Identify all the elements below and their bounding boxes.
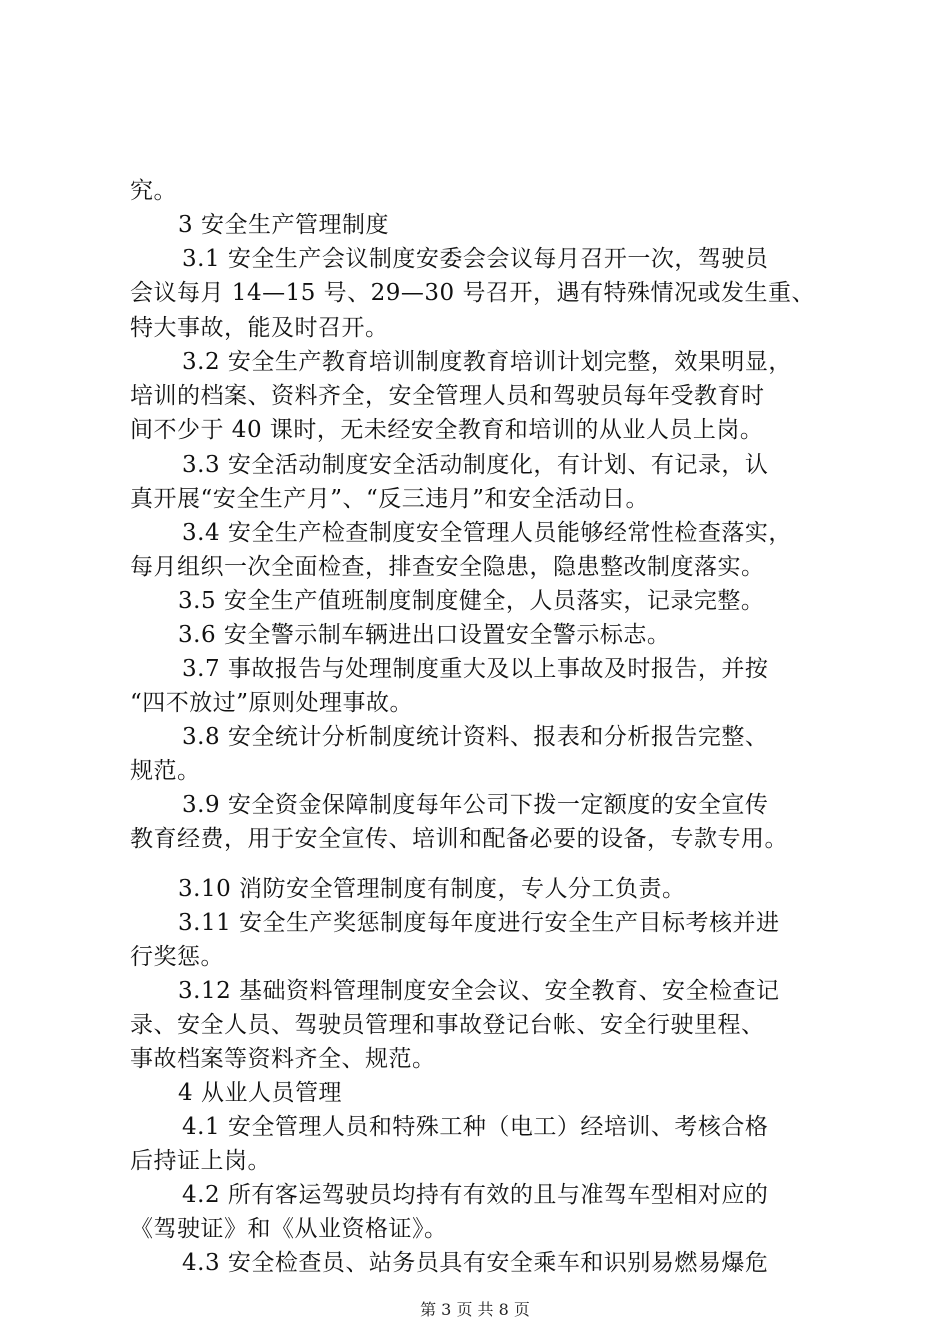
text-line: 3.11 安全生产奖惩制度每年度进行安全生产目标考核并进 [178,910,780,936]
text-line: 行奖惩。 [130,944,224,970]
text-line: 《驾驶证》和《从业资格证》。 [130,1216,448,1242]
text-line: 4.3 安全检查员、站务员具有安全乘车和识别易燃易爆危 [182,1250,769,1276]
text-line: 每月组织一次全面检查，排查安全隐患，隐患整改制度落实。 [130,554,765,580]
text-line: 4.2 所有客运驾驶员均持有有效的且与准驾车型相对应的 [182,1182,769,1208]
text-line: 特大事故，能及时召开。 [130,315,389,341]
text-line: 3.3 安全活动制度安全活动制度化，有计划、有记录，认 [182,452,769,478]
section-heading: 3 安全生产管理制度 [178,212,389,238]
text-line: 间不少于 40 课时，无未经安全教育和培训的从业人员上岗。 [130,417,764,443]
text-line: 3.4 安全生产检查制度安全管理人员能够经常性检查落实， [182,520,792,546]
text-line: 教育经费，用于安全宣传、培训和配备必要的设备，专款专用。 [130,826,788,852]
text-line: “四不放过”原则处理事故。 [130,690,414,716]
text-line: 3.2 安全生产教育培训制度教育培训计划完整，效果明显， [182,349,792,375]
text-line: 录、安全人员、驾驶员管理和事故登记台帐、安全行驶里程、 [130,1012,765,1038]
text-line: 3.6 安全警示制车辆进出口设置安全警示标志。 [178,622,671,648]
section-heading: 4 从业人员管理 [178,1080,342,1106]
text-line: 规范。 [130,758,201,784]
text-line: 3.5 安全生产值班制度制度健全，人员落实，记录完整。 [178,588,765,614]
text-line: 3.10 消防安全管理制度有制度，专人分工负责。 [178,876,686,902]
page-footer: 第 3 页 共 8 页 [420,1300,530,1319]
text-line: 3.9 安全资金保障制度每年公司下拨一定额度的安全宣传 [182,792,769,818]
text-line: 3.7 事故报告与处理制度重大及以上事故及时报告，并按 [182,656,769,682]
text-line: 3.1 安全生产会议制度安委会会议每月召开一次，驾驶员 [182,246,769,272]
text-line: 究。 [130,178,177,204]
text-line: 真开展“安全生产月”、“反三违月”和安全活动日。 [130,486,650,512]
text-line: 培训的档案、资料齐全，安全管理人员和驾驶员每年受教育时 [130,383,765,409]
text-line: 3.8 安全统计分析制度统计资料、报表和分析报告完整、 [182,724,769,750]
text-line: 4.1 安全管理人员和特殊工种（电工）经培训、考核合格 [182,1114,769,1140]
text-line: 会议每月 14—15 号、29—30 号召开，遇有特殊情况或发生重、 [130,280,815,306]
text-line: 后持证上岗。 [130,1148,271,1174]
text-line: 3.12 基础资料管理制度安全会议、安全教育、安全检查记 [178,978,780,1004]
text-line: 事故档案等资料齐全、规范。 [130,1046,436,1072]
